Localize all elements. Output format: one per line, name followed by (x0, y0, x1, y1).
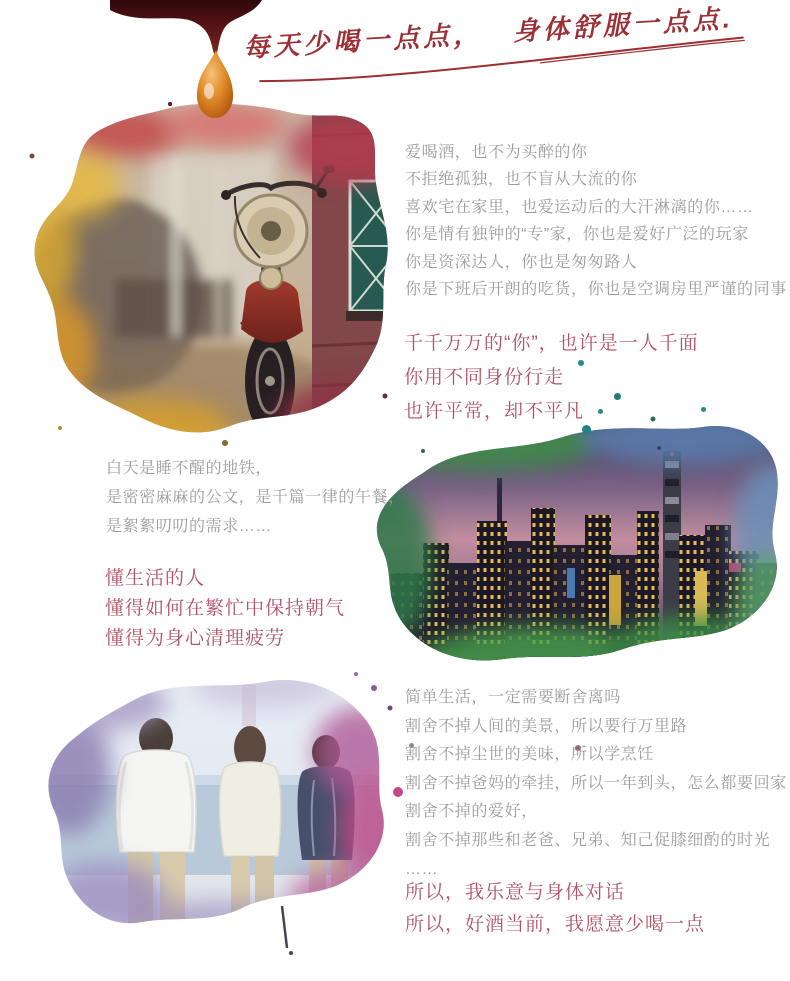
paint-dot (701, 407, 706, 412)
text-line: 割舍不掉人间的美景，所以要行万里路 (405, 717, 688, 735)
daily-red-text (105, 564, 345, 654)
headline (242, 0, 785, 90)
text-line: 喜欢宅在家里，也爱运动后的大汗淋漓的你…… (405, 198, 754, 216)
text-line: 是密密麻麻的公文，是千篇一律的午餐， (106, 489, 405, 506)
motorcycle-photo (20, 96, 402, 448)
ink-speck (388, 706, 393, 711)
text-line: 割舍不掉那些和老爸、兄弟、知己促膝细酌的时光 (405, 831, 771, 849)
ink-speck (58, 426, 62, 430)
text-line: 割舍不掉的爱好， (405, 803, 538, 821)
text-line: 所以，我乐意与身体对话 (405, 882, 626, 903)
ink-speck (371, 685, 377, 691)
paint-dot (657, 446, 661, 450)
text-line: 割舍不掉爸妈的牵挂，所以一年到头，怎么都要回家 (405, 774, 787, 792)
headline-part2: 身体舒服一点点. (511, 3, 735, 47)
text-line: 你用不同身份行走 (404, 367, 565, 388)
simple-red-text (405, 877, 705, 941)
ink-speck (289, 951, 293, 955)
text-line: 懂得为身心清理疲劳 (105, 628, 286, 649)
text-line: 你是下班后开朗的吃货，你也是空调房里严谨的同事 (405, 281, 787, 299)
text-line: 爱喝酒，也不为买醉的你 (405, 144, 588, 161)
city-skyline-photo (363, 413, 790, 685)
text-line: 千千万万的“你”，也许是一人千面 (404, 333, 699, 354)
daily-gray-text (106, 454, 405, 541)
wine-droplet-icon (197, 50, 233, 118)
text-line: 懂得如何在繁忙中保持朝气 (105, 598, 346, 619)
text-line: 也许平常，却不平凡 (404, 401, 585, 422)
text-line: 你是资深达人，你也是匆匆路人 (405, 253, 638, 271)
ink-speck (354, 672, 358, 676)
wine-drip-graphic (110, 0, 270, 135)
text-line: 所以，好酒当前，我愿意少喝一点 (405, 914, 706, 935)
text-line: 是絮絮叨叨的需求…… (106, 518, 273, 535)
text-line: 不拒绝孤独，也不盲从大流的你 (405, 171, 638, 189)
family-walking-photo (14, 660, 406, 958)
text-line: 简单生活，一定需要断舍离吗 (405, 689, 621, 706)
ink-streak (282, 906, 287, 948)
simple-gray-text (405, 684, 787, 884)
intro-red-text (404, 327, 699, 429)
ink-speck (222, 440, 228, 446)
headline-part1: 每天少喝一点点， (242, 18, 484, 63)
text-line: 白天是睡不醒的地铁， (106, 460, 273, 477)
text-line: 你是情有独钟的“专”家，你也是爱好广泛的玩家 (405, 226, 749, 244)
ink-speck (421, 449, 425, 453)
text-line: 割舍不掉尘世的美味，所以学烹饪 (405, 746, 655, 764)
ink-speck (383, 394, 388, 399)
text-line: 懂生活的人 (105, 568, 206, 589)
text-line: …… (405, 860, 439, 878)
intro-gray-text (405, 139, 787, 303)
ink-speck (30, 154, 35, 159)
ink-speck (393, 787, 403, 797)
